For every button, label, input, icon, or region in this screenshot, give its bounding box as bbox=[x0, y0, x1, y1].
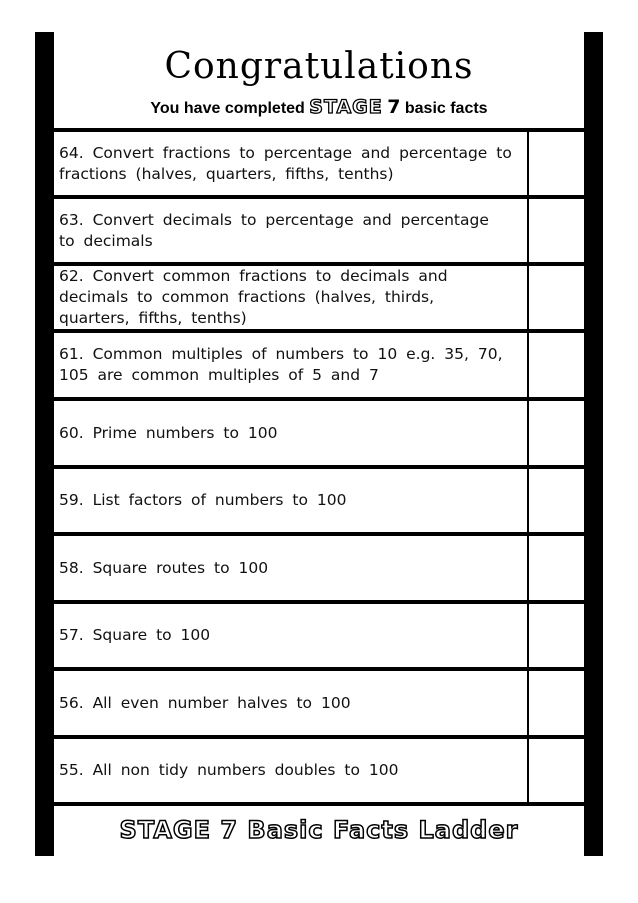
item-text: 63. Convert decimals to percentage and percentage to decimals bbox=[59, 210, 489, 250]
list-item bbox=[54, 132, 584, 195]
tick-box[interactable] bbox=[529, 536, 584, 600]
footer-title: STAGE 7 Basic Facts Ladder bbox=[119, 816, 519, 844]
ladder-right-rail bbox=[584, 32, 603, 856]
item-text: 59. List factors of numbers to 100 bbox=[59, 491, 347, 509]
ladder-left-rail bbox=[35, 32, 54, 856]
list-item bbox=[54, 469, 584, 532]
list-item bbox=[54, 536, 584, 600]
item-text: 55. All non tidy numbers doubles to 100 bbox=[59, 761, 399, 779]
list-item bbox=[54, 199, 584, 262]
item-text: 57. Square to 100 bbox=[59, 626, 211, 644]
list-item bbox=[54, 604, 584, 667]
list-item bbox=[54, 401, 584, 465]
item-text: 62. Convert common fractions to decimals and decimals to common fractions (halves, thirds, quarters, fifths, tenths) bbox=[59, 267, 448, 327]
tick-box[interactable] bbox=[529, 604, 584, 667]
tick-box[interactable] bbox=[529, 469, 584, 532]
subtitle bbox=[54, 96, 584, 118]
item-text: 56. All even number halves to 100 bbox=[59, 693, 351, 712]
list-item bbox=[54, 333, 584, 397]
subtitle-stage-number: 7 bbox=[387, 96, 401, 118]
list-item bbox=[54, 739, 584, 802]
subtitle-prefix: You have completed bbox=[150, 100, 310, 117]
tick-box[interactable] bbox=[529, 671, 584, 735]
tick-box[interactable] bbox=[529, 333, 584, 397]
tick-box[interactable] bbox=[529, 266, 584, 329]
page-title: Congratulations bbox=[164, 46, 474, 87]
item-text: 60. Prime numbers to 100 bbox=[59, 423, 278, 442]
header bbox=[54, 32, 584, 128]
list-item bbox=[54, 266, 584, 329]
tick-box[interactable] bbox=[529, 401, 584, 465]
list-item bbox=[54, 671, 584, 735]
subtitle-stage-word: STAGE bbox=[309, 96, 383, 118]
item-text: 64. Convert fractions to percentage and percentage to fractions (halves, quarters, fifths, tenths) bbox=[59, 143, 512, 183]
subtitle-suffix: basic facts bbox=[400, 100, 488, 117]
footer bbox=[54, 806, 584, 856]
item-text: 58. Square routes to 100 bbox=[59, 558, 269, 577]
item-text: 61. Common multiples of numbers to 10 e.g. 35, 70, 105 are common multiples of 5 and 7 bbox=[59, 345, 503, 384]
tick-box[interactable] bbox=[529, 739, 584, 802]
tick-box[interactable] bbox=[529, 132, 584, 195]
tick-box[interactable] bbox=[529, 199, 584, 262]
